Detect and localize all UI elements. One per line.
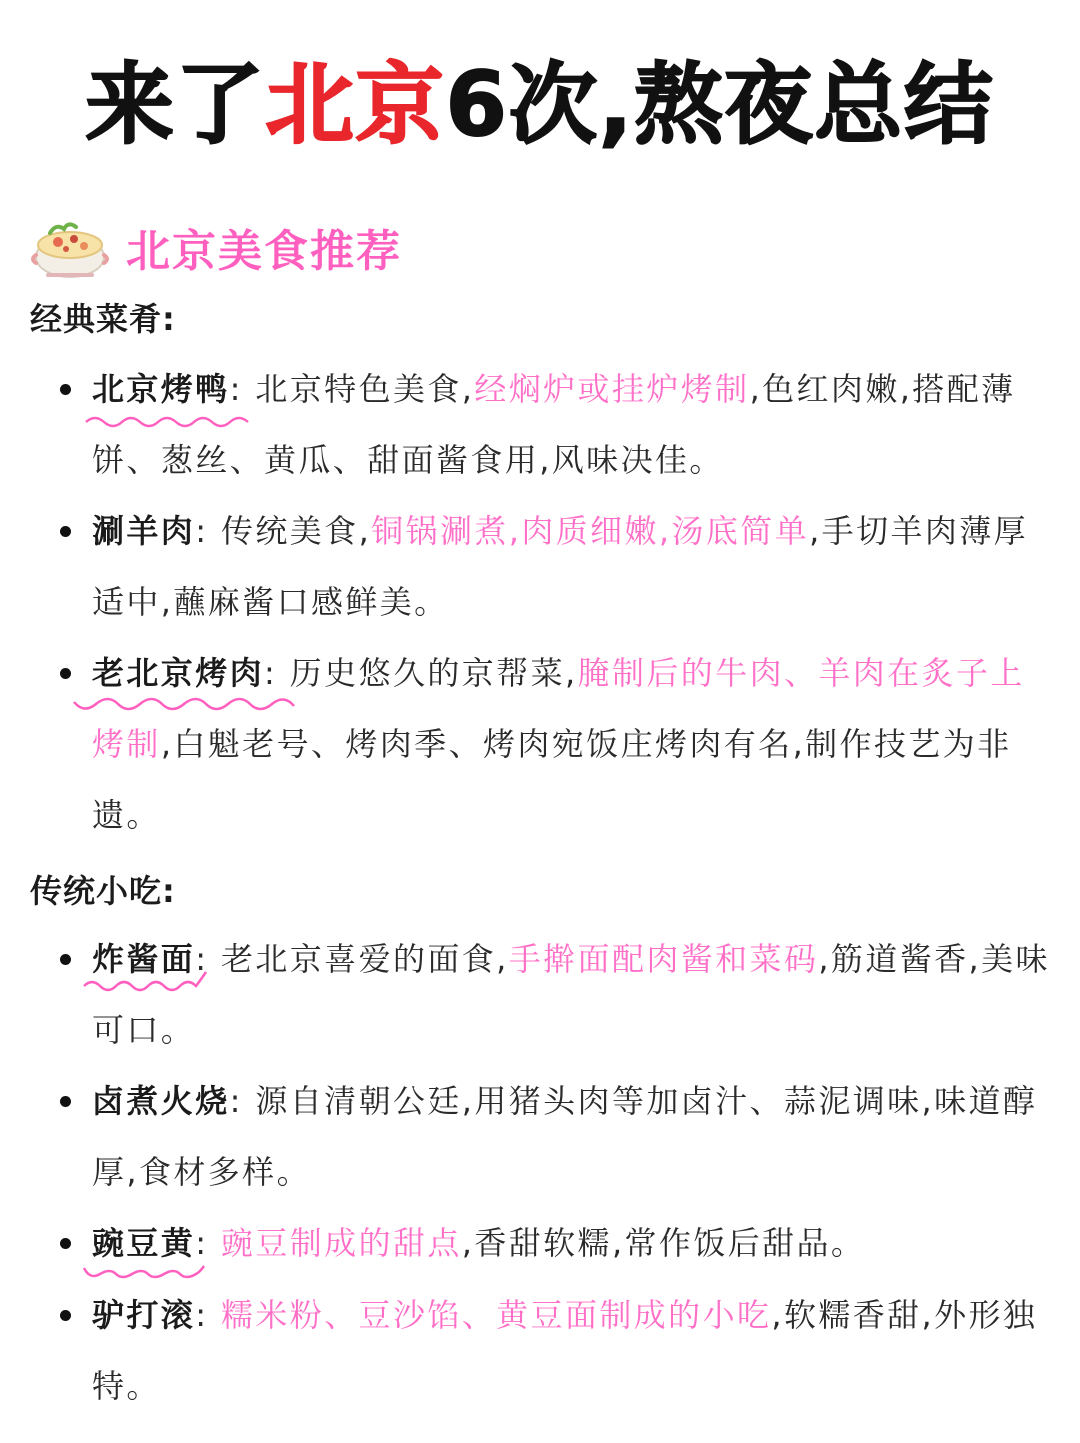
dish-name: 老北京烤肉 (92, 654, 265, 692)
wavy-underline-decoration (82, 976, 222, 1002)
wavy-underline-decoration (72, 694, 302, 718)
dish-text-rest: ,色红肉嫩,搭配薄饼、葱丝、黄瓜、甜面酱食用,风味决佳。 (92, 370, 1016, 479)
title-part-1: 来了 (85, 53, 266, 156)
category-label: 传统小吃: (30, 872, 176, 910)
dish-text: 北京特色美食, (255, 370, 475, 408)
dish-separator: : (229, 1082, 243, 1120)
bullet-dot (60, 526, 71, 537)
dish-text: 老北京喜爱的面食, (220, 940, 509, 978)
dish-text: 传统美食, (220, 512, 372, 550)
bullet-dot (60, 954, 71, 965)
category-label: 经典菜肴: (30, 300, 176, 338)
section-header (28, 208, 402, 286)
wavy-underline-decoration (84, 412, 262, 432)
dish-name: 涮羊肉 (92, 512, 196, 550)
bullet-dot (60, 1238, 71, 1249)
dish-text-rest: ,白魁老号、烤肉季、烤肉宛饭庄烤肉有名,制作技艺为非遗。 (92, 725, 1012, 834)
bullet-dot (60, 668, 71, 679)
list-item (92, 638, 1054, 851)
dish-text-rest: ,香甜软糯,常作饭后甜品。 (461, 1224, 866, 1262)
list-item (92, 924, 1054, 1066)
dish-highlight: 糯米粉、豆沙馅、黄豆面制成的小吃 (220, 1296, 772, 1334)
dish-text-rest: ,筋道酱香,美味可口。 (92, 940, 1050, 1049)
dish-name: 驴打滚 (92, 1296, 196, 1334)
dish-highlight: 豌豆制成的甜点 (220, 1224, 462, 1262)
dish-separator: : (195, 1224, 209, 1262)
dish-name: 北京烤鸭 (92, 370, 230, 408)
bullet-dot (60, 384, 71, 395)
list-item (92, 354, 1054, 496)
dish-highlight: 腌制后的牛肉、羊肉在炙子上烤制 (92, 654, 1025, 763)
dish-highlight: 手擀面配肉酱和菜码 (508, 940, 819, 978)
dish-highlight: 铜锅涮煮,肉质细嫩,汤底简单 (371, 512, 810, 550)
list-item (92, 496, 1054, 638)
dish-text: 历史悠久的京帮菜, (289, 654, 578, 692)
dish-name: 炸酱面 (92, 940, 196, 978)
list-item (92, 1208, 1054, 1279)
title-part-3: 6次,熬夜总结 (445, 53, 995, 156)
dish-name: 卤煮火烧 (92, 1082, 230, 1120)
dish-separator: : (264, 654, 278, 692)
dish-name: 豌豆黄 (92, 1224, 196, 1262)
title-accent-beijing: 北京 (265, 53, 446, 156)
section-title: 北京美食推荐 (126, 226, 402, 277)
dish-separator: : (229, 370, 243, 408)
list-item (92, 1066, 1054, 1208)
dish-highlight: 经焖炉或挂炉烤制 (474, 370, 750, 408)
bullet-dot (60, 1096, 71, 1107)
page-title (0, 52, 1080, 158)
dish-separator: : (195, 512, 209, 550)
food-bowl-icon (28, 211, 112, 283)
bullet-dot (60, 1310, 71, 1321)
list-item (92, 1280, 1054, 1422)
dish-separator: : (195, 1296, 209, 1334)
dish-text-rest: ,软糯香甜,外形独特。 (92, 1296, 1038, 1405)
dish-text: 源自清朝公廷,用猪头肉等加卤汁、蒜泥调味,味道醇厚,食材多样。 (92, 1082, 1038, 1191)
dish-text-rest: ,手切羊肉薄厚适中,蘸麻酱口感鲜美。 (92, 512, 1029, 621)
dish-separator: : (195, 940, 209, 978)
